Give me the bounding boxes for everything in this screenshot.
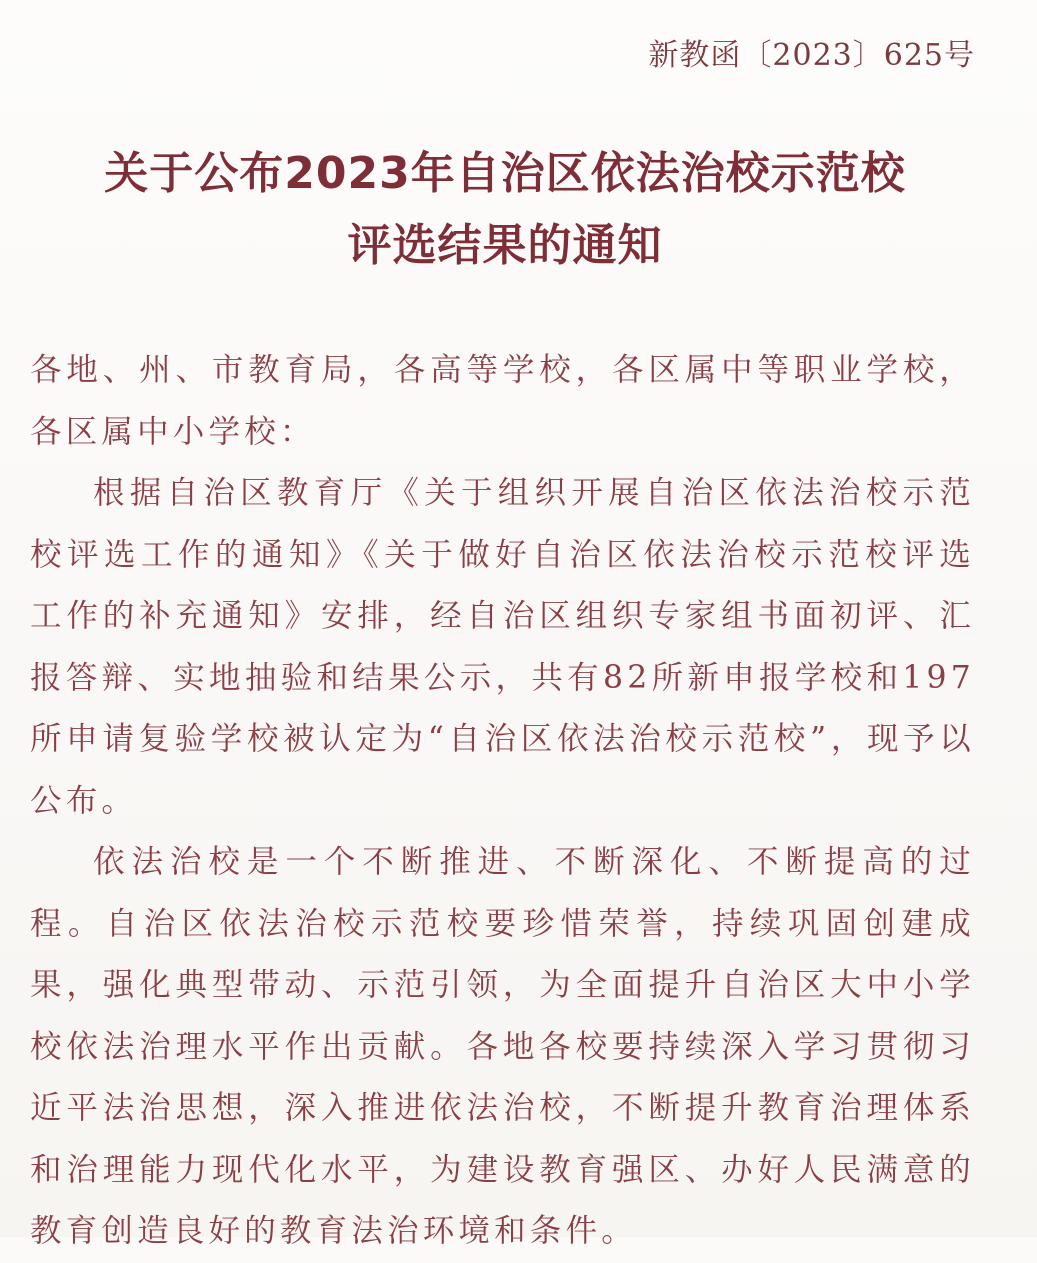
title-line-2: 评选结果的通知 [347,220,663,271]
document-title [0,138,1010,282]
paragraph-1: 根据自治区教育厅《关于组织开展自治区依法治校示范校评选工作的通知》《关于做好自治区依法治校示范校评选工作的补充通知》安排，经自治区组织专家组书面初评、汇报答辩、实地抽验和结果公示，共有82所新申报学校和197所申请复验学校被认定为“自治区依法治校示范校”，现予以公布。 [30,475,975,819]
title-line-1: 关于公布2023年自治区依法治校示范校 [104,148,906,199]
paragraph-2: 依法治校是一个不断推进、不断深化、不断提高的过程。自治区依法治校示范校要珍惜荣誉，持续巩固创建成果，强化典型带动、示范引领，为全面提升自治区大中小学校依法治理水平作出贡献。各地各校要持续深入学习贯彻习近平法治思想，深入推进依法治校，不断提升教育治理体系和治理能力现代化水平，为建设教育强区、办好人民满意的教育创造良好的教育法治环境和条件。 [30,844,975,1249]
salutation: 各地、州、市教育局，各高等学校，各区属中等职业学校，各区属中小学校： [30,352,975,450]
document-body [30,340,975,1263]
document-number: 新教函〔2023〕625号 [648,38,975,73]
